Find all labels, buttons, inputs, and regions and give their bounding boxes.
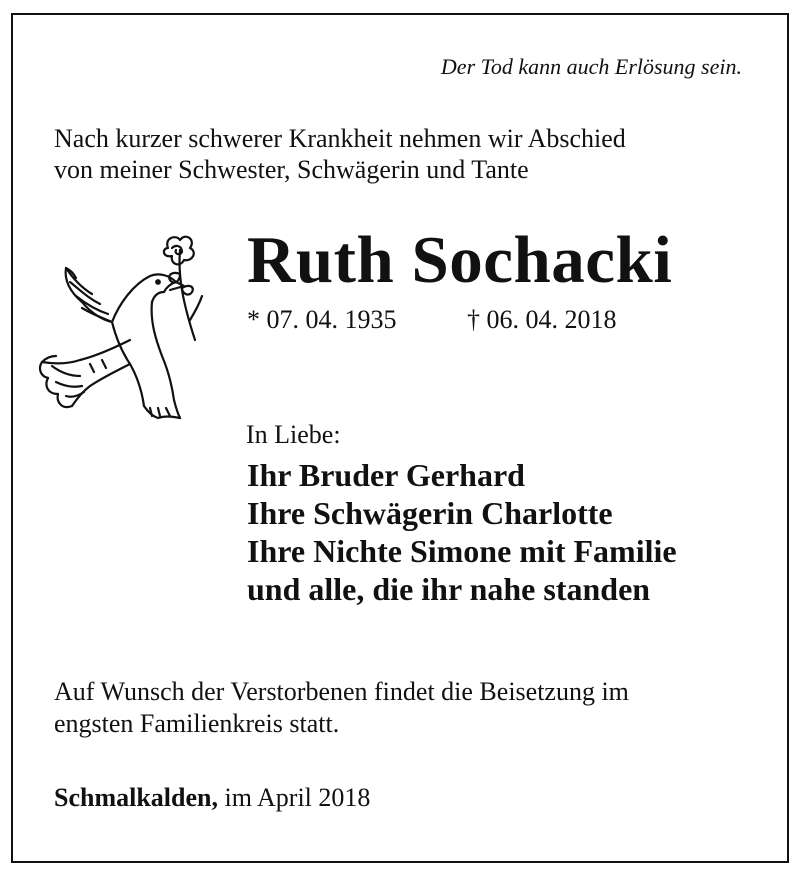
funeral-notice — [54, 676, 629, 740]
mourner-line: Ihre Schwägerin Charlotte — [247, 495, 613, 531]
deceased-name: Ruth Sochacki — [247, 223, 673, 297]
birth-date: * 07. 04. 1935 — [247, 305, 397, 334]
mourner-line: Ihr Bruder Gerhard — [247, 457, 525, 493]
death-date: † 06. 04. 2018 — [467, 305, 617, 334]
place-city: Schmalkalden, — [54, 783, 218, 812]
intro-text — [54, 123, 626, 185]
intro-line: von meiner Schwester, Schwägerin und Tante — [54, 155, 529, 184]
life-dates — [247, 305, 617, 335]
dove-with-flower-icon — [30, 230, 210, 425]
love-label: In Liebe: — [246, 420, 341, 449]
intro-line: Nach kurzer schwerer Krankheit nehmen wir Abschied — [54, 124, 626, 153]
place-and-date — [54, 783, 370, 813]
mourner-line: Ihre Nichte Simone mit Familie — [247, 533, 677, 569]
notice-line: Auf Wunsch der Verstorbenen findet die Beisetzung im — [54, 677, 629, 706]
notice-line: engsten Familienkreis statt. — [54, 709, 340, 738]
place-date: im April 2018 — [218, 783, 371, 812]
motto: Der Tod kann auch Erlösung sein. — [440, 54, 742, 79]
mourners-list — [247, 456, 677, 608]
mourner-line: und alle, die ihr nahe standen — [247, 571, 651, 607]
